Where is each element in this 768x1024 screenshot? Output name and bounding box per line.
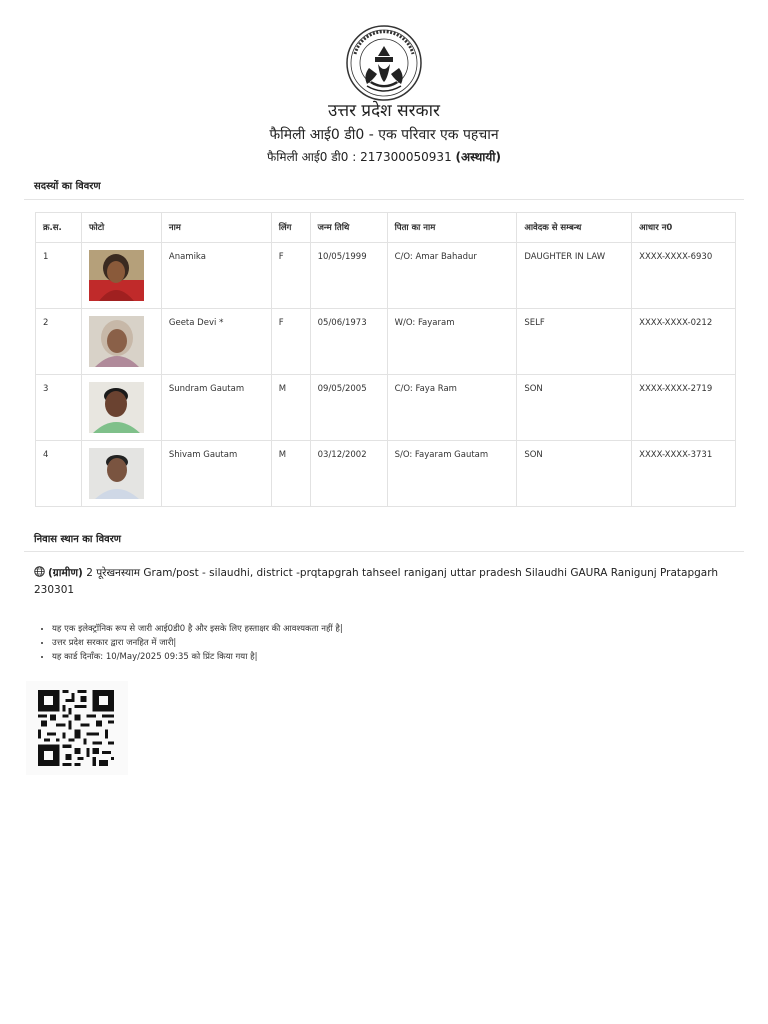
residence-address <box>34 565 734 599</box>
page-subtitle: फैमिली आई0 डी0 - एक परिवार एक पहचान <box>269 127 499 143</box>
cell-sno: 3 <box>36 375 82 441</box>
col-header-photo: फोटो <box>81 213 161 243</box>
cell-aadhaar: XXXX-XXXX-3731 <box>632 441 736 507</box>
cell-gender: M <box>271 375 310 441</box>
globe-icon <box>34 566 45 577</box>
family-id-status: (अस्थायी) <box>455 150 501 164</box>
cell-father: C/O: Amar Bahadur <box>387 243 517 309</box>
cell-photo <box>81 375 161 441</box>
residence-divider <box>24 551 744 552</box>
col-header-name: नाम <box>161 213 271 243</box>
qr-code-container <box>26 681 128 775</box>
area-type: (ग्रामीण) <box>48 567 83 579</box>
family-id-line <box>0 148 768 165</box>
cell-photo <box>81 441 161 507</box>
col-header-sno: क्र.स. <box>36 213 82 243</box>
members-divider <box>24 199 744 200</box>
cell-photo <box>81 243 161 309</box>
members-section-heading: सदस्यों का विवरण <box>34 181 101 192</box>
note-item: • यह कार्ड दिनाँक: 10/May/2025 09:35 को प्रिंट किया गया है| <box>52 650 343 664</box>
address-text: 2 पूरेखनस्याम Gram/post - silaudhi, district -prqtapgrah tahseel raniganj uttar pradesh Silaudhi GAURA Ranigunj Pratapgarh 230301 <box>34 567 719 596</box>
member-photo <box>89 382 144 433</box>
note-item: • यह एक इलेक्ट्रॉनिक रूप से जारी आई0डी0 है और इसके लिए हस्ताक्षर की आवश्यकता नहीं है| <box>52 622 343 636</box>
cell-sno: 2 <box>36 309 82 375</box>
col-header-gender: लिंग <box>271 213 310 243</box>
table-row <box>36 309 736 375</box>
cell-gender: M <box>271 441 310 507</box>
up-government-emblem-icon <box>345 24 423 102</box>
cell-relation: SON <box>517 441 632 507</box>
notes-list <box>36 622 343 664</box>
cell-father: W/O: Fayaram <box>387 309 517 375</box>
cell-dob: 05/06/1973 <box>310 309 387 375</box>
cell-father: C/O: Faya Ram <box>387 375 517 441</box>
cell-name: Sundram Gautam <box>161 375 271 441</box>
member-photo <box>89 316 144 367</box>
head-of-family-marker: * <box>219 318 224 328</box>
member-photo <box>89 250 144 301</box>
member-name: Geeta Devi <box>168 318 217 328</box>
cell-aadhaar: XXXX-XXXX-0212 <box>632 309 736 375</box>
family-id-label: फैमिली आई0 डी0 : 217300050931 <box>267 150 452 164</box>
cell-relation: SELF <box>517 309 632 375</box>
member-photo <box>89 448 144 499</box>
cell-relation: DAUGHTER IN LAW <box>517 243 632 309</box>
qr-code-icon <box>38 690 114 766</box>
cell-dob: 09/05/2005 <box>310 375 387 441</box>
cell-aadhaar: XXXX-XXXX-2719 <box>632 375 736 441</box>
col-header-dob: जन्म तिथि <box>310 213 387 243</box>
table-row <box>36 375 736 441</box>
note-item: • उत्तर प्रदेश सरकार द्वारा जनहित में जारी| <box>52 636 343 650</box>
table-row <box>36 243 736 309</box>
cell-dob: 03/12/2002 <box>310 441 387 507</box>
col-header-aadhaar: आधार न0 <box>632 213 736 243</box>
cell-father: S/O: Fayaram Gautam <box>387 441 517 507</box>
residence-section-heading: निवास स्थान का विवरण <box>34 534 122 545</box>
members-table <box>35 212 736 507</box>
cell-relation: SON <box>517 375 632 441</box>
table-row <box>36 441 736 507</box>
col-header-relation: आवेदक से सम्बन्ध <box>517 213 632 243</box>
cell-name: Shivam Gautam <box>161 441 271 507</box>
cell-sno: 1 <box>36 243 82 309</box>
page-title: उत्तर प्रदेश सरकार <box>328 101 440 121</box>
cell-sno: 4 <box>36 441 82 507</box>
cell-name: Anamika <box>161 243 271 309</box>
cell-name <box>161 309 271 375</box>
cell-photo <box>81 309 161 375</box>
col-header-father: पिता का नाम <box>387 213 517 243</box>
cell-gender: F <box>271 243 310 309</box>
table-header-row <box>36 213 736 243</box>
cell-gender: F <box>271 309 310 375</box>
cell-aadhaar: XXXX-XXXX-6930 <box>632 243 736 309</box>
cell-dob: 10/05/1999 <box>310 243 387 309</box>
